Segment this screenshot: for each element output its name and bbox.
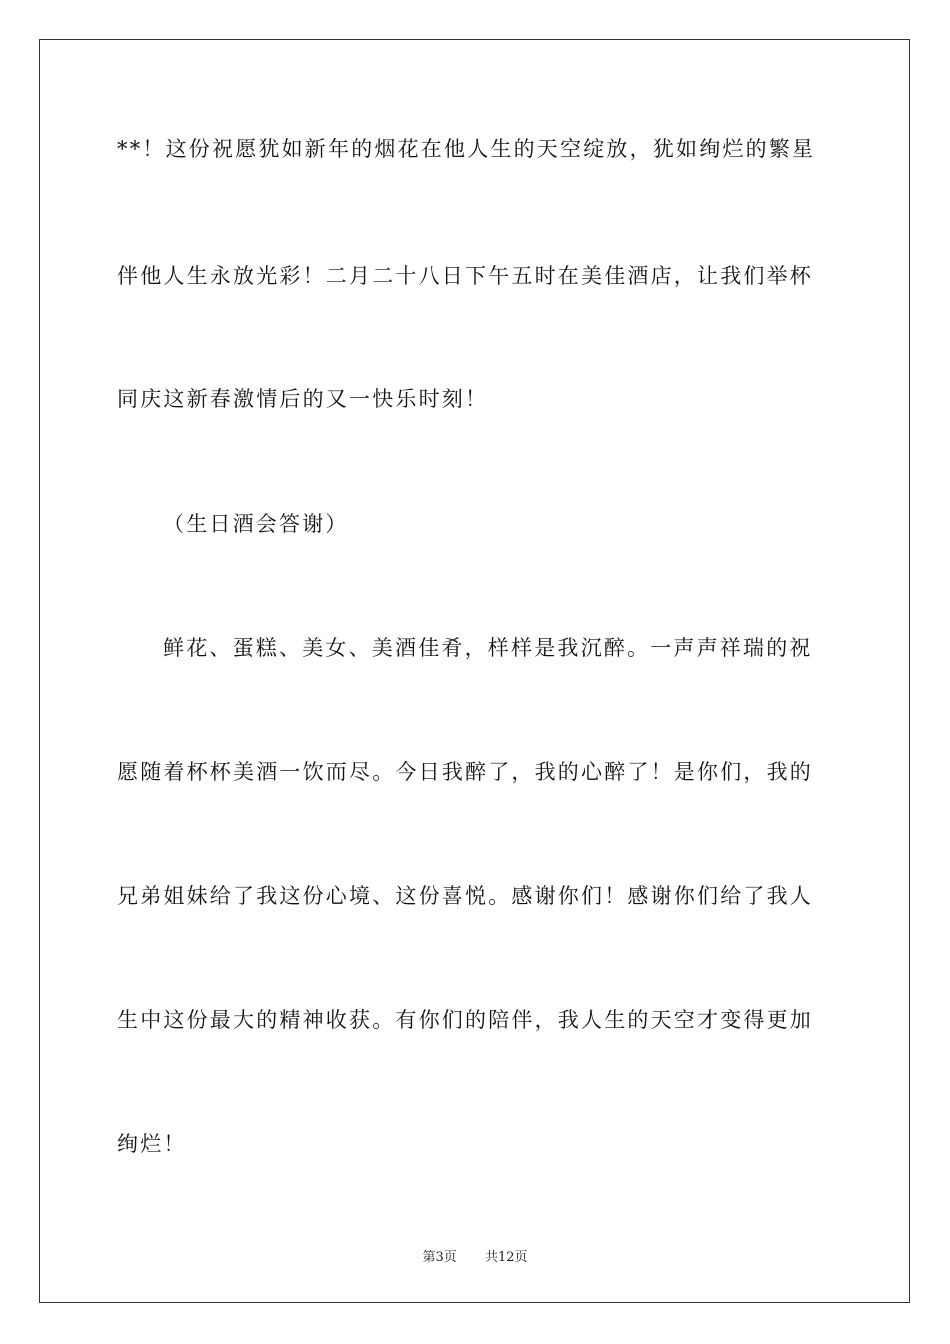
section-heading: （生日酒会答谢） <box>163 512 349 536</box>
text-line-6: 愿随着杯杯美酒一饮而尽。今日我醉了，我的心醉了！是你们，我的 <box>117 760 813 784</box>
text-line-1: **！这份祝愿犹如新年的烟花在他人生的天空绽放，犹如绚烂的繁星 <box>117 137 816 161</box>
text-line-9: 绚烂！ <box>117 1132 187 1156</box>
page-total: 共12页 <box>485 1250 528 1265</box>
page-number: 第3页 <box>422 1250 457 1265</box>
text-line-8: 生中这份最大的精神收获。有你们的陪伴，我人生的天空才变得更加 <box>117 1008 813 1032</box>
text-line-3: 同庆这新春激情后的又一快乐时刻！ <box>117 387 489 411</box>
page-footer <box>0 1246 950 1265</box>
page-frame <box>39 39 910 1303</box>
text-line-2: 伴他人生永放光彩！二月二十八日下午五时在美佳酒店，让我们举杯 <box>117 264 813 288</box>
text-line-7: 兄弟姐妹给了我这份心境、这份喜悦。感谢你们！感谢你们给了我人 <box>117 884 813 908</box>
text-line-5: 鲜花、蛋糕、美女、美酒佳肴，样样是我沉醉。一声声祥瑞的祝 <box>163 636 813 660</box>
